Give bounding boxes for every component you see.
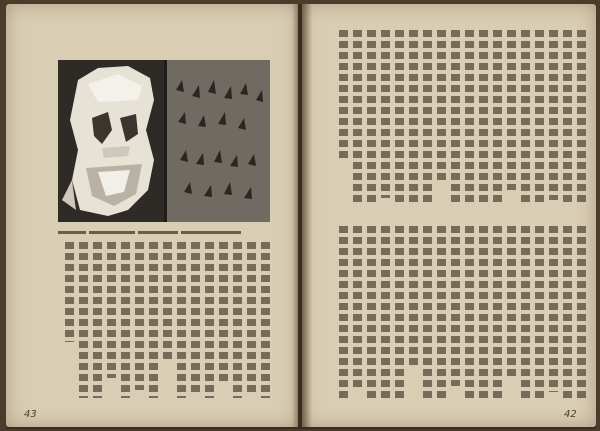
- text-column: [339, 226, 348, 398]
- text-column: [177, 242, 186, 398]
- text-column: [339, 30, 348, 160]
- text-column: [409, 226, 418, 366]
- right-page-lower-text: [324, 226, 586, 402]
- text-column: [479, 226, 488, 398]
- text-column: [205, 242, 214, 398]
- text-column: [163, 242, 172, 362]
- text-column: [493, 226, 502, 398]
- text-column: [521, 226, 530, 398]
- caption-text-strip: [89, 231, 135, 234]
- paper-craft-photo: [58, 60, 270, 222]
- text-column: [535, 226, 544, 398]
- text-column: [107, 242, 116, 378]
- figure-caption: [58, 226, 270, 238]
- page-number-left: 43: [24, 409, 37, 420]
- right-page: [302, 4, 596, 427]
- text-column: [507, 30, 516, 190]
- text-column: [381, 226, 390, 398]
- text-column: [563, 226, 572, 398]
- text-column: [549, 226, 558, 392]
- caption-text-strip: [138, 231, 178, 234]
- left-page-body-text: [54, 242, 270, 402]
- text-column: [121, 242, 130, 398]
- book-gutter: [292, 4, 312, 427]
- text-column: [135, 242, 144, 390]
- left-page: [6, 4, 298, 427]
- text-column: [247, 242, 256, 392]
- caption-text-strip: [181, 231, 241, 234]
- caption-text-strip: [58, 231, 86, 234]
- open-book: [6, 4, 596, 429]
- text-column: [395, 30, 404, 206]
- text-column: [437, 226, 446, 398]
- text-column: [381, 30, 390, 198]
- right-page-upper-text: [324, 30, 586, 210]
- text-column: [437, 30, 446, 180]
- text-column: [261, 242, 270, 398]
- text-column: [451, 226, 460, 386]
- text-column: [149, 242, 158, 398]
- text-column: [423, 30, 432, 206]
- text-column: [479, 30, 488, 206]
- text-column: [535, 30, 544, 206]
- text-column: [353, 30, 362, 206]
- text-column: [191, 242, 200, 394]
- text-column: [219, 242, 228, 382]
- text-column: [395, 226, 404, 398]
- text-column: [451, 30, 460, 206]
- text-column: [493, 30, 502, 206]
- text-column: [563, 30, 572, 206]
- text-column: [353, 226, 362, 390]
- text-column: [577, 30, 586, 206]
- text-column: [79, 242, 88, 398]
- text-column: [465, 30, 474, 202]
- text-column: [577, 226, 586, 398]
- text-column: [423, 226, 432, 398]
- text-column: [233, 242, 242, 398]
- text-column: [367, 30, 376, 206]
- text-column: [465, 226, 474, 398]
- figure-photograph: [58, 60, 270, 222]
- text-column: [409, 30, 418, 206]
- text-column: [549, 30, 558, 200]
- text-column: [521, 30, 530, 206]
- text-column: [65, 242, 74, 342]
- text-column: [367, 226, 376, 398]
- page-number-right: 42: [564, 409, 577, 420]
- text-column: [507, 226, 516, 376]
- text-column: [93, 242, 102, 398]
